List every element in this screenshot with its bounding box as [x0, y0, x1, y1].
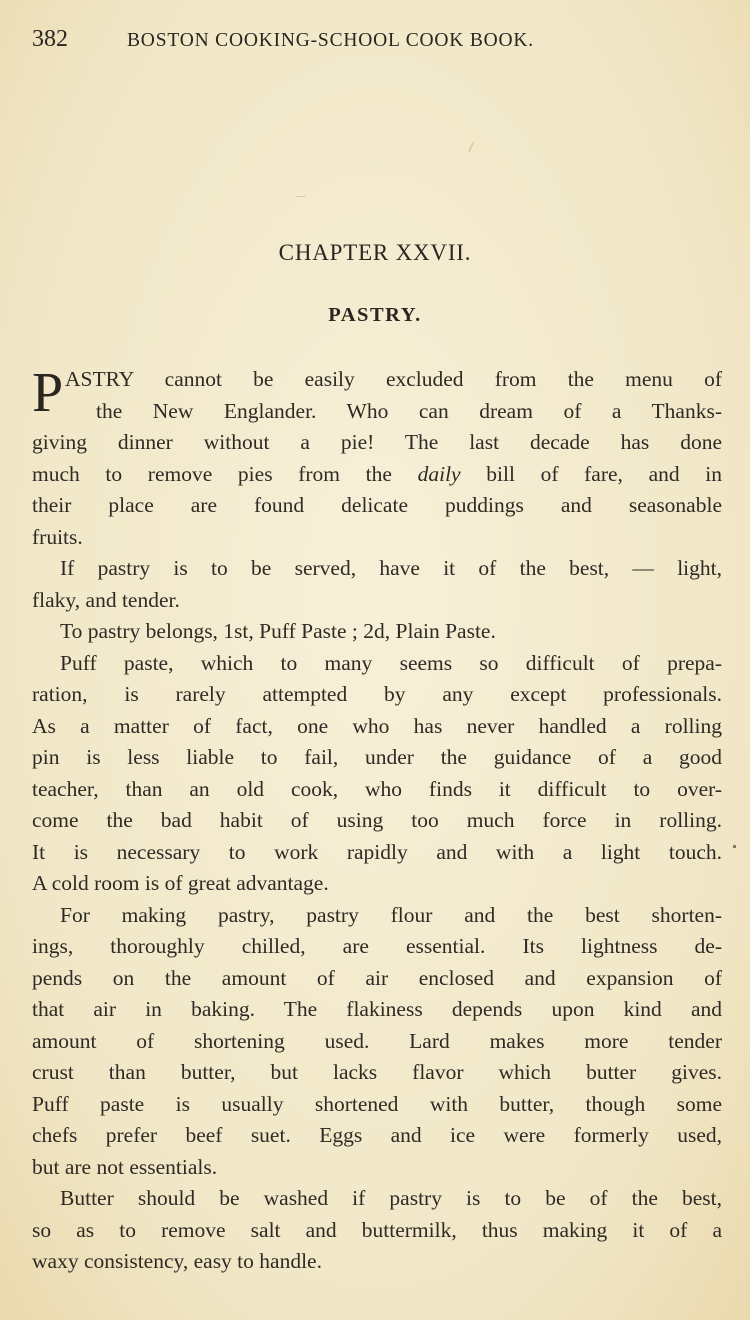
text-line: ings, thoroughly chilled, are essential. Its lightness de- [32, 934, 722, 958]
text-line: For making pastry, pastry flour and the best shorten- [60, 902, 722, 927]
text-line: teacher, than an old cook, who finds it difficult to over- [32, 776, 722, 801]
italic-word: daily [417, 461, 461, 486]
text-line: Puff paste is usually shortened with butter, though some [32, 1091, 722, 1116]
paper-speck [468, 142, 474, 152]
text-line: ASTRY cannot be easily excluded from the menu of [65, 367, 722, 391]
page-number: 382 [32, 26, 68, 52]
drop-cap: P [32, 362, 64, 424]
text-line: ration, is rarely attempted by any except professionals. [32, 682, 722, 706]
body-text [32, 364, 722, 1278]
paragraph-5 [32, 900, 722, 1184]
text-line: As a matter of fact, one who has never handled a rolling [32, 713, 722, 738]
text-line: the New Englander. Who can dream of a Thanks- [96, 398, 722, 423]
text-segment: much to remove pies from the [32, 461, 418, 486]
paragraph-6 [32, 1183, 722, 1278]
text-line: their place are found delicate puddings and seasonable [32, 493, 722, 517]
paragraph-3 [32, 616, 722, 648]
paper-speck [733, 845, 736, 848]
text-line: that air in baking. The flakiness depends upon kind and [32, 997, 722, 1021]
text-line: A cold room is of great advantage. [32, 871, 329, 895]
text-line: waxy consistency, easy to handle. [32, 1249, 322, 1273]
paper-speck [296, 196, 306, 197]
text-line: Butter should be washed if pastry is to be of the best, [60, 1186, 722, 1210]
text-line [32, 459, 722, 491]
text-line: fruits. [32, 524, 83, 549]
text-line: Puff paste, which to many seems so difficult of prepa- [60, 650, 722, 675]
text-line: crust than butter, but lacks flavor which butter gives. [32, 1060, 722, 1084]
running-title: BOSTON COOKING-SCHOOL COOK BOOK. [127, 30, 534, 51]
text-line: so as to remove salt and buttermilk, thus making it of a [32, 1217, 722, 1242]
paragraph-4 [32, 648, 722, 900]
text-line: chefs prefer beef suet. Eggs and ice were formerly used, [32, 1123, 722, 1147]
paragraph-2 [32, 553, 722, 616]
text-line: but are not essentials. [32, 1154, 218, 1179]
text-line: If pastry is to be served, have it of the best, — light, [60, 556, 722, 580]
chapter-title: PASTRY. [328, 304, 422, 326]
text-line: pin is less liable to fail, under the guidance of a good [32, 745, 722, 769]
running-head [32, 26, 720, 60]
text-line: It is necessary to work rapidly and with a light touch. [32, 839, 722, 864]
chapter-heading: CHAPTER XXVII. [278, 240, 472, 265]
text-line: amount of shortening used. Lard makes more tender [32, 1028, 722, 1053]
text-line: flaky, and tender. [32, 587, 180, 612]
text-line: come the bad habit of using too much force in rolling. [32, 808, 722, 832]
text-line: giving dinner without a pie! The last decade has done [32, 430, 722, 454]
text-line: To pastry belongs, 1st, Puff Paste ; 2d, Plain Paste. [60, 619, 496, 643]
text-line: pends on the amount of air enclosed and expansion of [32, 965, 722, 990]
text-segment: bill of fare, and in [460, 461, 722, 486]
paragraph-1 [32, 364, 722, 553]
